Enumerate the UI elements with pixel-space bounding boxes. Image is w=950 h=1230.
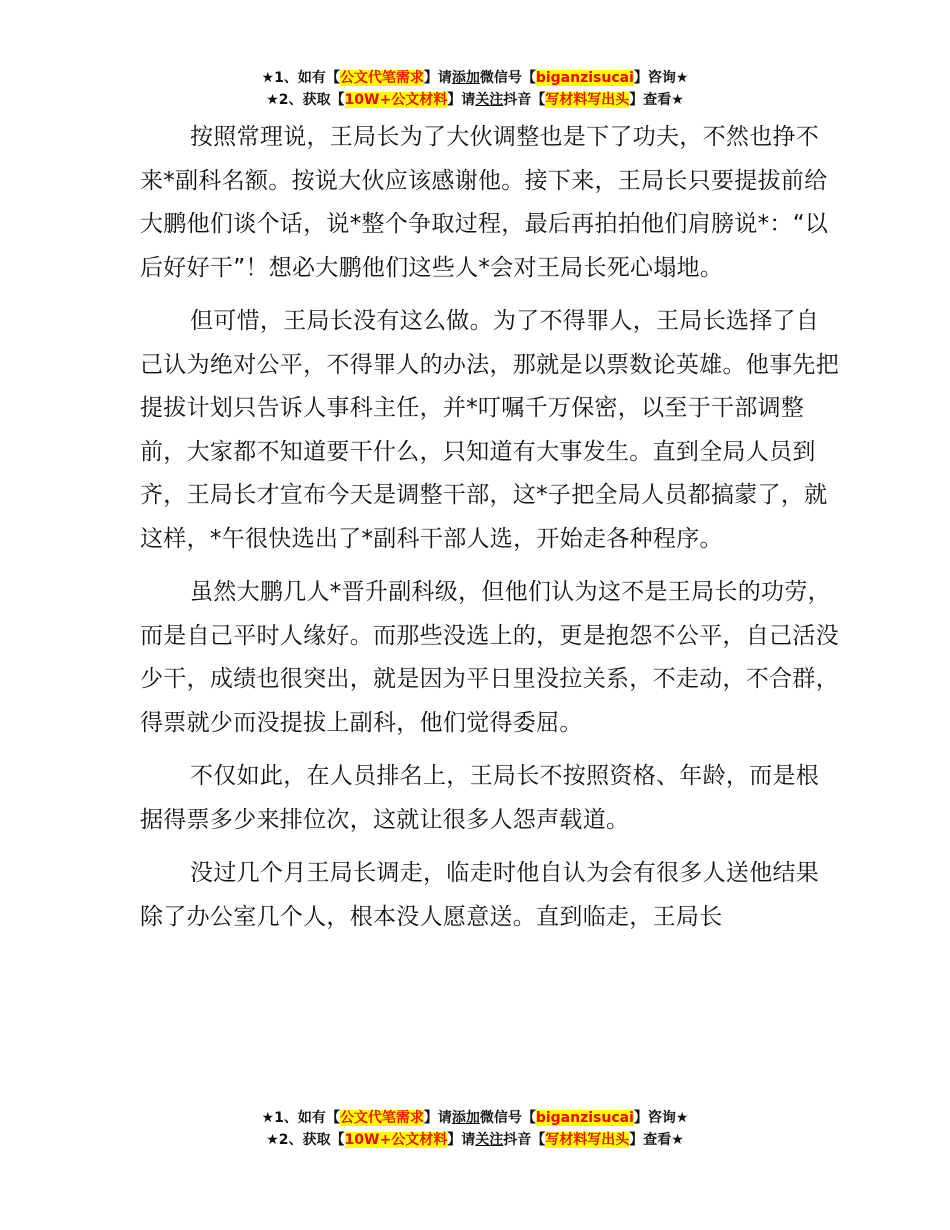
- banner-text: 】请: [423, 70, 452, 86]
- banner-text: 】请: [447, 1132, 476, 1148]
- paragraph: 按照常理说，王局长为了大伙调整也是下了功夫，不然也挣不来*副科名额。按说大伙应该感谢他。接下来，王局长只要提拔前给大鹏他们谈个话，说*整个争取过程，最后再拍拍他们肩膀说*：“以后好好干”！想必大鹏他们这些人*会对王局长死心塌地。: [140, 124, 829, 281]
- banner-text: 抖音【: [503, 1132, 546, 1148]
- highlight-materials: 10W+公文材料: [344, 92, 448, 108]
- star-icon: ★: [671, 1132, 684, 1148]
- highlight-wechat-id: biganzisucai: [535, 70, 634, 86]
- highlight-service: 公文代笔需求: [339, 1110, 424, 1126]
- banner-underlined-text: 添加: [451, 1110, 480, 1126]
- banner-text: 2、获取【: [278, 1132, 345, 1148]
- banner-line-1: [0, 1107, 950, 1129]
- document-body: [140, 116, 840, 949]
- header-banner: [0, 67, 950, 111]
- star-icon: ★: [671, 92, 684, 108]
- highlight-materials: 10W+公文材料: [344, 1132, 448, 1148]
- highlight-wechat-id: biganzisucai: [535, 1110, 634, 1126]
- banner-text: 1、如有【: [274, 70, 340, 86]
- banner-text: 1、如有【: [274, 1110, 340, 1126]
- banner-text: 】请: [423, 1110, 452, 1126]
- banner-line-2: [0, 1129, 950, 1151]
- star-icon: ★: [675, 1110, 689, 1126]
- footer-banner: [0, 1107, 950, 1151]
- banner-text: 】请: [447, 92, 476, 108]
- paragraph: 不仅如此，在人员排名上，王局长不按照资格、年龄，而是根据得票多少来排位次，这就让很多人怨声载道。: [140, 763, 820, 833]
- banner-line-1: [0, 67, 950, 89]
- highlight-service: 公文代笔需求: [339, 70, 424, 86]
- banner-text: 】查看: [629, 1132, 672, 1148]
- banner-underlined-text: 关注: [475, 1132, 504, 1148]
- banner-text: 2、获取【: [278, 92, 345, 108]
- star-icon: ★: [675, 70, 689, 86]
- banner-text: 】咨询: [633, 70, 676, 86]
- banner-text: 微信号【: [479, 70, 536, 86]
- highlight-douyin-account: 写材料写出头: [545, 1132, 630, 1148]
- banner-text: 微信号【: [479, 1110, 536, 1126]
- banner-underlined-text: 关注: [475, 92, 504, 108]
- star-icon: ★: [261, 1110, 275, 1126]
- banner-underlined-text: 添加: [451, 70, 480, 86]
- paragraph: 虽然大鹏几人*晋升副科级，但他们认为这不是王局长的功劳，而是自己平时人缘好。而那些没选上的，更是抱怨不公平，自己活没少干，成绩也很突出，就是因为平日里没拉关系，不走动，不合群，得票就少而没提拔上副科，他们觉得委屈。: [140, 579, 839, 736]
- star-icon: ★: [266, 1132, 279, 1148]
- star-icon: ★: [266, 92, 279, 108]
- banner-line-2: [0, 89, 950, 111]
- banner-text: 抖音【: [503, 92, 546, 108]
- highlight-douyin-account: 写材料写出头: [545, 92, 630, 108]
- banner-text: 】查看: [629, 92, 672, 108]
- star-icon: ★: [261, 70, 275, 86]
- paragraph: 但可惜，王局长没有这么做。为了不得罪人，王局长选择了自己认为绝对公平，不得罪人的办法，那就是以票数论英雄。他事先把提拔计划只告诉人事科主任，并*叮嘱千万保密，以至于干部调整前，大家都不知道要干什么，只知道有大事发生。直到全局人员到齐，王局长才宣布今天是调整干部，这*子把全局人员都搞蒙了，就这样，*午很快选出了*副科干部人选，开始走各种程序。: [140, 308, 839, 552]
- banner-text: 】咨询: [633, 1110, 676, 1126]
- paragraph: 没过几个月王局长调走，临走时他自认为会有很多人送他结果除了办公室几个人，根本没人愿意送。直到临走，王局长: [140, 860, 820, 930]
